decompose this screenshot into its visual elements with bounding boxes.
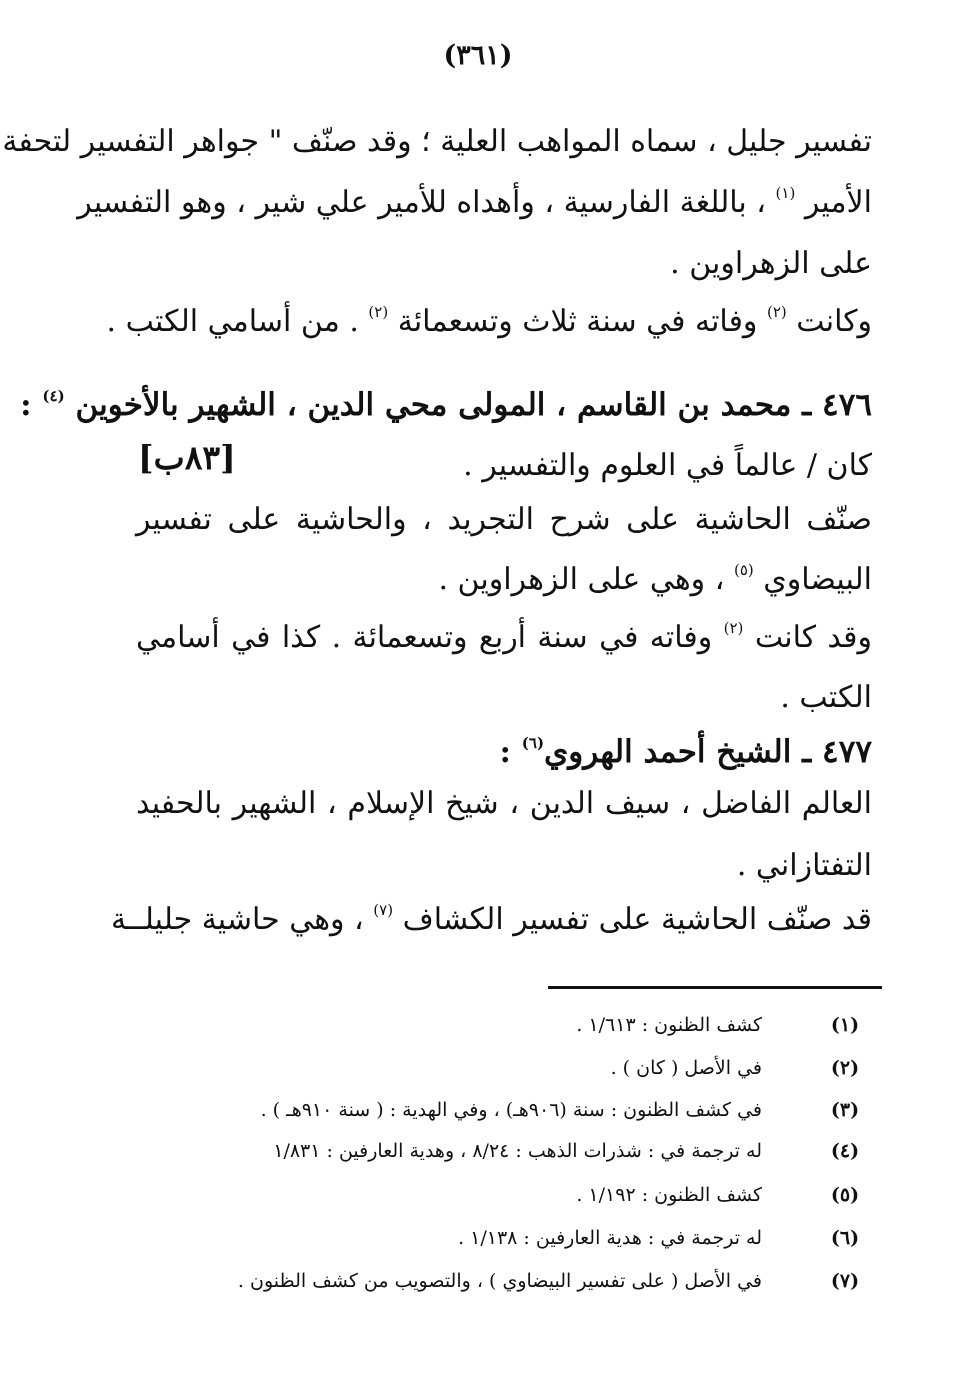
footnote-ref[interactable]: (٦) xyxy=(521,734,545,752)
body-line: الكتب . xyxy=(780,680,872,715)
body-line: وقد كانت $^{(٢)}$ وفاته في سنة أربع وتسعمائة . كذا في أسامي xyxy=(136,619,873,655)
footnote-ref[interactable]: (٢) xyxy=(766,303,787,321)
footnote xyxy=(152,1270,872,1304)
footnote xyxy=(152,1227,872,1261)
footnote-ref[interactable]: (٢) xyxy=(723,619,744,637)
entry-heading-476: ٤٧٦ ـ محمد بن القاسم ، المولى محي الدين ، الشهير بالأخوين $^{(٤)}$ : xyxy=(20,387,872,423)
body-line: على الزهراوين . xyxy=(670,246,872,281)
body-line: البيضاوي $^{(٥)}$ ، وهي على الزهراوين . xyxy=(438,561,872,597)
body-line: تفسير جليل ، سماه المواهب العلية ؛ وقد صنّف " جواهر التفسير لتحفة xyxy=(2,124,872,159)
footnote-text: في الأصل ( كان ) . xyxy=(610,1057,762,1079)
body-line: العالم الفاضل ، سيف الدين ، شيخ الإسلام ، الشهير بالحفيد xyxy=(136,786,872,821)
footnote xyxy=(152,1099,872,1133)
footnote-text: كشف الظنون : ١/١٩٢ . xyxy=(576,1184,762,1206)
body-line: وكانت $^{(٢)}$ وفاته في سنة ثلاث وتسعمائة $^{(٢)}$ . من أسامي الكتب . xyxy=(106,303,872,339)
footnote-text: كشف الظنون : ١/٦١٣ . xyxy=(576,1014,762,1036)
footnote-ref[interactable]: (٧) xyxy=(373,901,394,919)
footnote-text: في الأصل ( على تفسير البيضاوي ) ، والتصويب من كشف الظنون . xyxy=(237,1270,762,1292)
body-line: الأمير $^{(١)}$ ، باللغة الفارسية ، وأهداه للأمير علي شير ، وهو التفسير xyxy=(77,184,872,220)
footnote-number: (١) xyxy=(830,1014,860,1036)
footnote-number: (٧) xyxy=(830,1270,860,1292)
footnote-number: (٣) xyxy=(830,1099,860,1121)
footnote-text: في كشف الظنون : سنة (٩٠٦هـ) ، وفي الهدية : ( سنة ٩١٠هـ ) . xyxy=(260,1099,762,1121)
footnote-ref[interactable]: (٤) xyxy=(42,387,65,405)
folio-mark: [٨٣ب] xyxy=(138,438,236,477)
footnote xyxy=(152,1140,872,1174)
footnote-number: (٢) xyxy=(830,1057,860,1079)
body-line: كان / عالماً في العلوم والتفسير . xyxy=(463,448,872,483)
body-line: التفتازاني . xyxy=(736,848,872,883)
footnote-ref[interactable]: (١) xyxy=(775,184,796,202)
footnote xyxy=(152,1057,872,1091)
body-line: قد صنّف الحاشية على تفسير الكشاف $^{(٧)}$ ، وهي حاشية جليلــة xyxy=(111,901,872,937)
footnote-divider xyxy=(548,986,882,989)
footnote-text: له ترجمة في : هدية العارفين : ١/١٣٨ . xyxy=(458,1227,762,1249)
entry-heading-477: ٤٧٧ ـ الشيخ أحمد الهروي$^{(٦)}$ : xyxy=(499,734,872,770)
footnote-ref[interactable]: (٥) xyxy=(733,561,754,579)
footnote-text: له ترجمة في : شذرات الذهب : ٨/٢٤ ، وهدية العارفين : ١/٨٣١ xyxy=(273,1140,762,1162)
body-line: صنّف الحاشية على شرح التجريد ، والحاشية على تفسير xyxy=(136,502,872,537)
footnote-number: (٤) xyxy=(830,1140,860,1162)
footnote xyxy=(152,1184,872,1218)
footnote-number: (٥) xyxy=(830,1184,860,1206)
footnote-number: (٦) xyxy=(830,1227,860,1249)
footnote-ref[interactable]: (٢) xyxy=(368,303,389,321)
footnote xyxy=(152,1014,872,1048)
page-number: (٣٦١) xyxy=(443,40,513,71)
